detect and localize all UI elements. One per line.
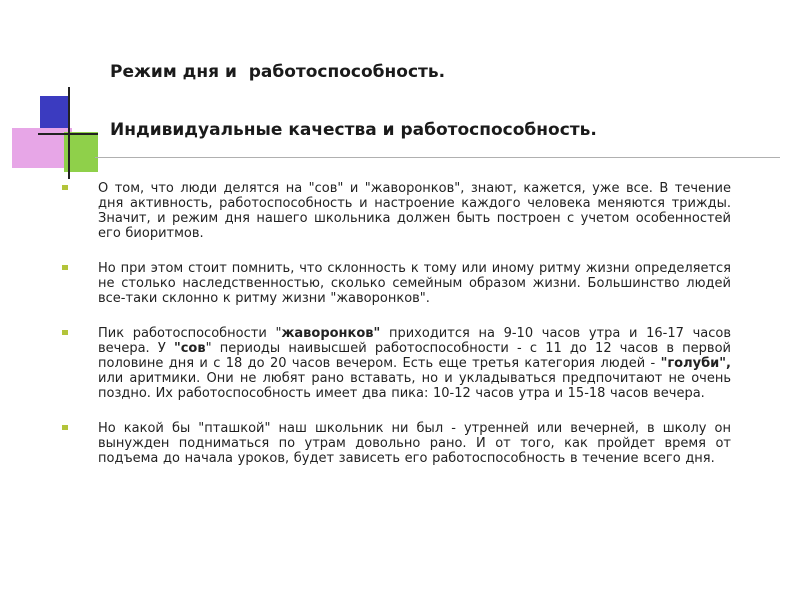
bold-term: "голуби", bbox=[660, 356, 731, 371]
bullet-item bbox=[98, 326, 731, 401]
bullet-text-part: " периоды наивысшей работоспособности - с 11 до 12 часов в первой половине дня и с 18 до 20 часов вечером. Есть еще третья категория людей - bbox=[98, 341, 731, 371]
bullet-item bbox=[98, 181, 731, 241]
bullet-marker-icon bbox=[62, 425, 68, 430]
bold-term: "сов bbox=[173, 341, 206, 356]
bullet-marker-icon bbox=[62, 185, 68, 190]
bullet-list bbox=[98, 181, 731, 486]
slide-subtitle: Индивидуальные качества и работоспособность. bbox=[110, 120, 597, 140]
decorative-horizontal-line bbox=[38, 133, 98, 135]
bullet-text: Но какой бы "пташкой" наш школьник ни был - утренней или вечерней, в школу он вынужден подниматься по утрам довольно рано. И от того, как пройдет время от подъема до начала уроков, будет зависеть его работоспособность в течение всего дня. bbox=[98, 421, 731, 466]
bullet-marker-icon bbox=[62, 330, 68, 335]
bullet-text-part: приходится на 9-10 часов утра и 16-17 часов вечера. У bbox=[98, 326, 731, 356]
bullet-text: Но при этом стоит помнить, что склонность к тому или иному ритму жизни определяется не столько наследственностью, сколько семейным образом жизни. Большинство людей все-таки склонно к ритму жизни "жаворонков". bbox=[98, 261, 731, 306]
bullet-text: О том, что люди делятся на "сов" и "жаворонков", знают, кажется, уже все. В течение дня активность, работоспособность и настроение каждого человека меняются трижды. Значит, и режим дня нашего школьника должен быть построен с учетом особенностей его биоритмов. bbox=[98, 181, 731, 241]
bullet-item bbox=[98, 421, 731, 466]
bullet-text-part: Пик работоспособности " bbox=[98, 326, 282, 341]
bullet-text-part: или аритмики. Они не любят рано вставать, но и укладываться предпочитают не очень поздно. Их работоспособность имеет два пика: 10-12 часов утра и 15-18 часов вечера. bbox=[98, 371, 731, 401]
bullet-marker-icon bbox=[62, 265, 68, 270]
title-divider bbox=[95, 157, 780, 158]
bullet-item bbox=[98, 261, 731, 306]
bold-term: жаворонков" bbox=[281, 326, 381, 341]
slide-title: Режим дня и работоспособность. bbox=[110, 62, 446, 82]
